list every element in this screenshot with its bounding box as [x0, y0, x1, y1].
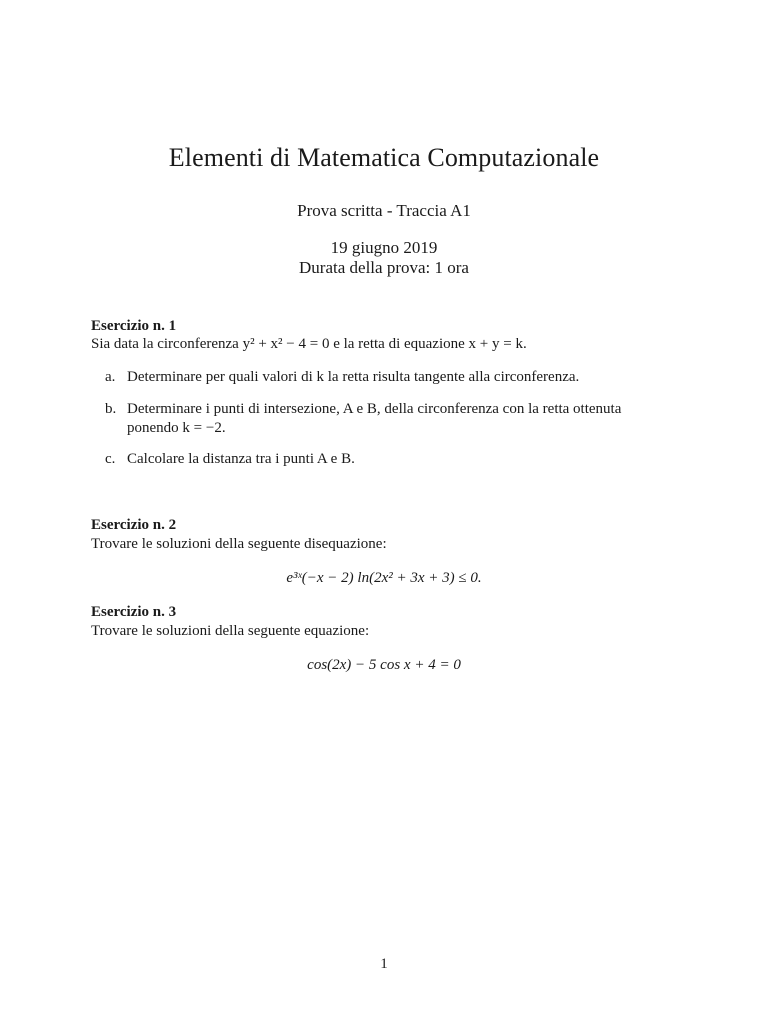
exercise-3-formula: cos(2x) − 5 cos x + 4 = 0	[307, 657, 461, 673]
document-title: Elementi di Matematica Computazionale	[168, 143, 600, 172]
document-subtitle: Prova scritta - Traccia A1	[297, 201, 471, 220]
exercise-1-item-b	[105, 400, 665, 438]
exercise-2-formula: e³ˣ(−x − 2) ln(2x² + 3x + 3) ≤ 0.	[286, 570, 482, 586]
item-marker: a.	[105, 369, 116, 385]
exercise-1-item-a	[105, 368, 665, 387]
page-number: 1	[380, 956, 388, 972]
exercise-1-item-c	[105, 450, 665, 469]
item-text: Determinare i punti di intersezione, A e B, della circonferenza con la retta ottenuta	[127, 401, 622, 417]
item-marker: c.	[105, 451, 116, 467]
item-text-continued: ponendo k = −2.	[127, 420, 226, 436]
item-marker: b.	[105, 401, 117, 417]
item-text: Calcolare la distanza tra i punti A e B.	[127, 451, 355, 467]
exercise-3-text: Trovare le soluzioni della seguente equazione:	[91, 623, 370, 639]
exam-date: 19 giugno 2019	[330, 238, 438, 257]
exercise-1-text: Sia data la circonferenza y² + x² − 4 = 0 e la retta di equazione x + y = k.	[91, 336, 527, 352]
exercise-2-text: Trovare le soluzioni della seguente disequazione:	[91, 536, 387, 552]
exam-duration: Durata della prova: 1 ora	[299, 258, 469, 277]
item-text: Determinare per quali valori di k la retta risulta tangente alla circonferenza.	[127, 369, 580, 385]
exercise-2-heading: Esercizio n. 2	[91, 517, 177, 533]
exercise-1-heading: Esercizio n. 1	[91, 318, 177, 334]
exercise-3-heading: Esercizio n. 3	[91, 604, 177, 620]
